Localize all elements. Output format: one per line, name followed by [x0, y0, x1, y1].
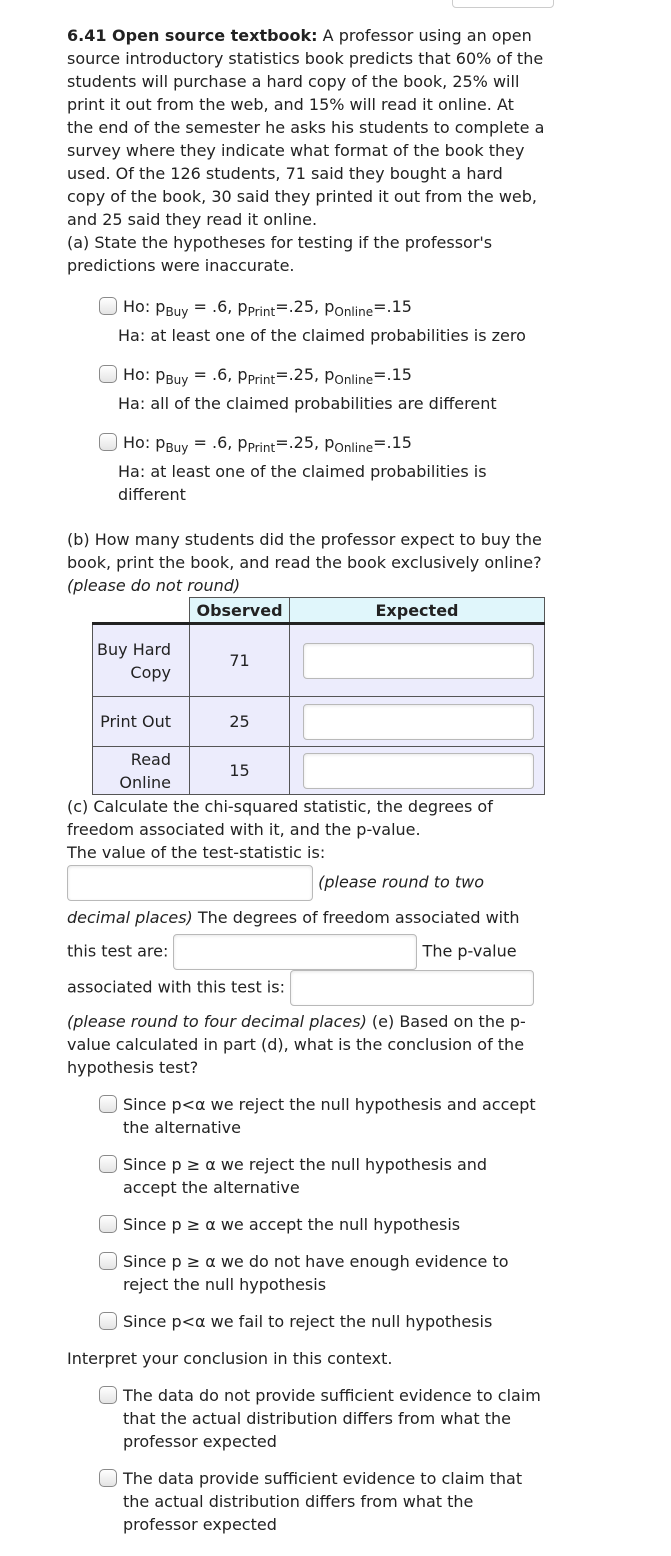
part-e-question: (please round to four decimal places) (e) Based on the p-value calculated in part (d), what is the conclusion of the hypothesis test?	[67, 1012, 526, 1077]
conclusion-option-3[interactable]: Since p ≥ α we accept the null hypothesis	[97, 1213, 545, 1236]
observed-value: 71	[190, 624, 290, 697]
null-hypothesis: Ho: $p_{Buy} = .6$, $p_{Print}=.25$, $p_{Online}=.15$	[123, 433, 412, 455]
conclusion-options	[97, 1093, 545, 1333]
expected-cell	[290, 697, 545, 747]
conclusion-option-2[interactable]: Since p ≥ α we reject the null hypothesis and accept the alternative	[97, 1153, 545, 1199]
degrees-of-freedom-input[interactable]	[173, 934, 417, 970]
table-row	[93, 747, 545, 795]
col-observed: Observed	[190, 598, 290, 624]
conclusion-option-1[interactable]: Since p<α we reject the null hypothesis and accept the alternative	[97, 1093, 545, 1139]
checkbox[interactable]	[99, 1155, 117, 1173]
null-hypothesis: Ho: $p_{Buy} = .6$, $p_{Print}=.25$, $p_{Online}=.15$	[123, 365, 412, 387]
interpret-option-1[interactable]: The data do not provide sufficient evidence to claim that the actual distribution differs from what the professor expected	[97, 1384, 545, 1453]
hypotheses-options	[97, 295, 545, 506]
part-b-note: (please do not round)	[67, 576, 241, 595]
part-b-question: (b) How many students did the professor expect to buy the book, print the book, and read the book exclusively online? (please do not round)	[67, 530, 542, 595]
hypothesis-option-1[interactable]	[97, 295, 545, 347]
expected-table	[92, 597, 545, 795]
checkbox[interactable]	[99, 297, 117, 315]
hypothesis-option-2[interactable]	[97, 363, 545, 415]
part-c-answers	[67, 865, 545, 1006]
null-hypothesis: Ho: $p_{Buy} = .6$, $p_{Print}=.25$, $p_{Online}=.15$	[123, 297, 412, 319]
test-statistic-input[interactable]	[67, 865, 313, 901]
table-corner	[93, 598, 190, 624]
expected-print-input[interactable]	[303, 704, 534, 740]
interpret-options	[97, 1384, 545, 1536]
observed-value: 25	[190, 697, 290, 747]
round-two-note: (please round to two decimal places)	[67, 872, 485, 927]
round-four-note: (please round to four decimal places)	[67, 1012, 367, 1031]
row-label: Read Online	[93, 747, 190, 795]
checkbox[interactable]	[99, 433, 117, 451]
expected-buy-input[interactable]	[303, 643, 534, 679]
interpret-prompt: Interpret your conclusion in this context.	[67, 1349, 393, 1368]
checkbox[interactable]	[99, 1095, 117, 1113]
part-c-question: (c) Calculate the chi-squared statistic, the degrees of freedom associated with it, and the p-value.	[67, 797, 493, 839]
table-row	[93, 697, 545, 747]
hypothesis-option-3[interactable]	[97, 431, 545, 506]
conclusion-option-4[interactable]: Since p ≥ α we do not have enough evidence to reject the null hypothesis	[97, 1250, 545, 1296]
col-expected: Expected	[290, 598, 545, 624]
part-a-question: (a) State the hypotheses for testing if the professor's predictions were inaccurate.	[67, 233, 493, 275]
observed-value: 15	[190, 747, 290, 795]
p-value-input[interactable]	[290, 970, 534, 1006]
table-row	[93, 624, 545, 697]
checkbox[interactable]	[99, 365, 117, 383]
checkbox[interactable]	[99, 1252, 117, 1270]
alt-hypothesis: Ha: all of the claimed probabilities are different	[118, 394, 497, 413]
expected-cell	[290, 624, 545, 697]
interpret-option-2[interactable]: The data provide sufficient evidence to claim that the actual distribution differs from what the professor expected	[97, 1467, 545, 1536]
row-label: Buy Hard Copy	[93, 624, 190, 697]
checkbox[interactable]	[99, 1386, 117, 1404]
problem-title: 6.41 Open source textbook:	[67, 26, 318, 45]
checkbox[interactable]	[99, 1215, 117, 1233]
stat-label: The value of the test-statistic is:	[67, 843, 326, 862]
alt-hypothesis: Ha: at least one of the claimed probabilities is zero	[118, 326, 526, 345]
df-label: The degrees of freedom associated with this test are:	[67, 908, 520, 961]
conclusion-option-5[interactable]: Since p<α we fail to reject the null hypothesis	[97, 1310, 545, 1333]
expected-cell	[290, 747, 545, 795]
alt-hypothesis: Ha: at least one of the claimed probabilities is different	[118, 462, 487, 504]
top-partial-field	[452, 0, 554, 8]
pvalue-label: The p-value associated with this test is:	[67, 941, 517, 997]
problem-content	[67, 24, 545, 1550]
problem-statement	[67, 24, 545, 231]
problem-intro: A professor using an open source introductory statistics book predicts that 60% of the students will purchase a hard copy of the book, 25% will print it out from the web, and 15% will read it online. At the end of the semester he asks his students to complete a survey where they indicate what format of the book they used. Of the 126 students, 71 said they bought a hard copy of the book, 30 said they printed it out from the web, and 25 said they read it online.	[67, 26, 545, 229]
row-label: Print Out	[93, 697, 190, 747]
checkbox[interactable]	[99, 1312, 117, 1330]
expected-online-input[interactable]	[303, 753, 534, 789]
checkbox[interactable]	[99, 1469, 117, 1487]
